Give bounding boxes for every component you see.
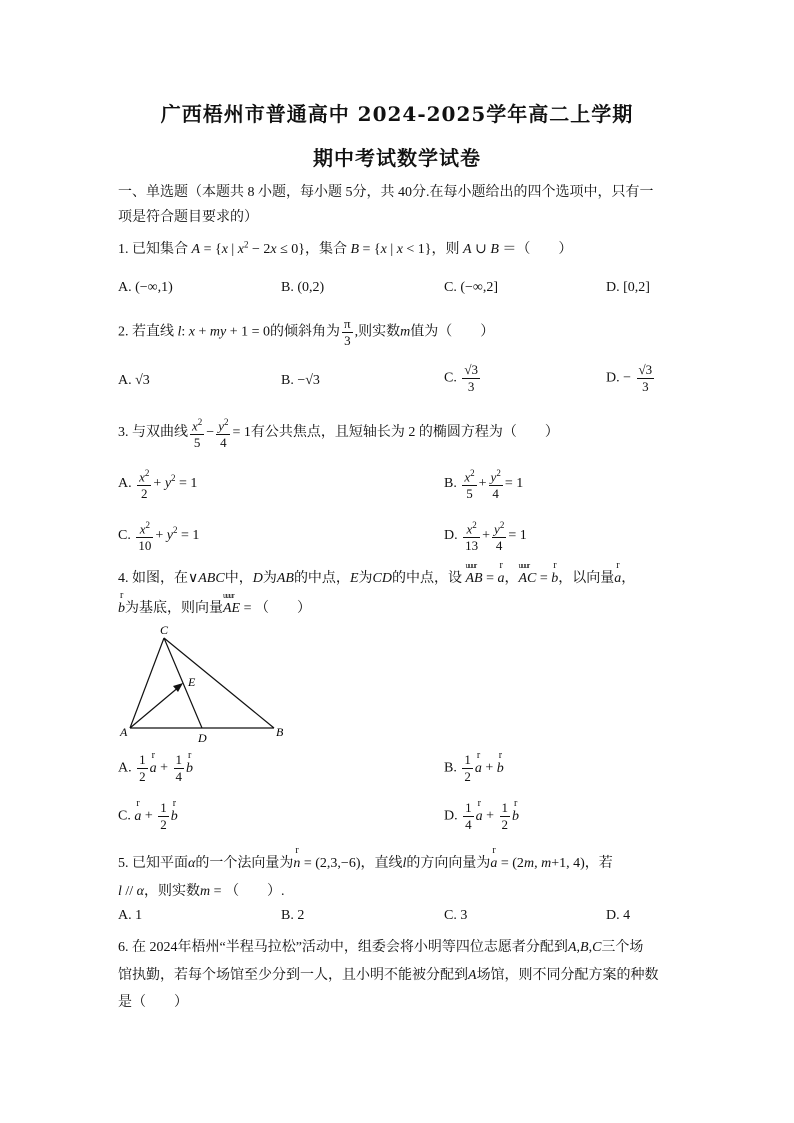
question-6-stem-line2: 馆执勤，若每个场馆至少分到一人，且小明不能被分配到A场馆，则不同分配方案的种数	[118, 968, 659, 983]
q3-option-c[interactable]: C. $\frac{x^2}{10}$ + $y^2 = 1$	[118, 517, 199, 554]
q5-option-a[interactable]: A. 1	[118, 908, 143, 923]
q2-option-a[interactable]: A. √3	[118, 373, 150, 388]
q2-option-d[interactable]: D. − $\frac{√3}{3}$	[606, 362, 653, 394]
q4-option-a[interactable]: A. $\frac{1}{2}$ r a + $\frac{1}{4}$ r b	[118, 752, 193, 785]
question-4-stem-line2: r b为基底，则向量uuur AE = （ ）	[118, 597, 311, 617]
question-4-stem-line1: 4. 如图，在∨ABC中，D为AB的中点，E为CD的中点，设 uuur AB = r a，uuur AC = r b，以向量r a，	[118, 567, 635, 587]
q1-option-b[interactable]: B. (0,2)	[281, 280, 325, 295]
label-e: E	[188, 675, 196, 689]
q4-option-d[interactable]: D. $\frac{1}{4}$ r a + $\frac{1}{2}$ r b	[444, 800, 519, 833]
label-b: B	[276, 725, 284, 739]
question-6-stem-line1: 6. 在 2024年梧州“半程马拉松”活动中，组委会将小明等四位志愿者分配到A,B,C三个场	[118, 940, 644, 955]
segment-cb	[164, 638, 274, 728]
q3-option-a[interactable]: A. $\frac{x^2}{2}$ + $y^2 = 1$	[118, 465, 197, 502]
question-number: 5.	[118, 856, 129, 871]
q1-option-d[interactable]: D. [0,2]	[606, 280, 650, 295]
q2-option-b[interactable]: B. −√3	[281, 373, 320, 388]
q4-option-b[interactable]: B. $\frac{1}{2}$ r a + r b	[444, 752, 504, 785]
exam-title-line2: 期中考试数学试卷	[313, 146, 481, 170]
exam-title-line1: 广西梧州市普通高中 2024-2025学年高二上学期	[160, 102, 634, 126]
label-a: A	[120, 725, 128, 739]
q5-option-c[interactable]: C. 3	[444, 908, 468, 923]
q5-option-b[interactable]: B. 2	[281, 908, 305, 923]
question-number: 4.	[118, 571, 129, 586]
question-number: 1.	[118, 242, 129, 257]
q3-option-d[interactable]: D. $\frac{x^2}{13}$ + $\frac{y^2}{4}$ = 1	[444, 517, 527, 554]
q5-option-d[interactable]: D. 4	[606, 908, 631, 923]
q2-option-c[interactable]: C. $\frac{√3}{3}$	[444, 362, 478, 394]
question-5-stem-line1: 5. 已知平面α的一个法向量为r n = (2,3,−6)，直线l的方向向量为r a = (2m, m+1, 4)，若	[118, 852, 613, 872]
question-1-stem: 1. 已知集合 A = {x | $x^2 - 2x \le 0$}，集合 B = {x | x < 1}，则 A ∪ B ＝（ ）	[118, 239, 573, 257]
section-heading-line1: 一、单选题（本题共 8 小题，每小题 5分，共 40分.在每小题给出的四个选项中，只有一	[118, 185, 654, 200]
q1-option-c[interactable]: C. (−∞,2]	[444, 280, 499, 295]
question-3-stem: 3. 与双曲线 $\frac{x^2}{5}$ − $\frac{y^2}{4}$ = 1有公共焦点，且短轴长为 2 的椭圆方程为（ ）	[118, 414, 559, 451]
question-2-stem: 2. 若直线 l: x + my + 1 = 0的倾斜角为 $\frac{\pi}{3}$ ,则实数m值为（ ）	[118, 316, 495, 348]
q4-option-c[interactable]: C. r a + $\frac{1}{2}$ r b	[118, 800, 178, 833]
question-number: 6.	[118, 940, 129, 955]
q3-option-b[interactable]: B. $\frac{x^2}{5}$ + $\frac{y^2}{4}$ = 1	[444, 465, 523, 502]
question-6-stem-line3: 是（ ）	[118, 995, 188, 1010]
label-c: C	[160, 623, 169, 637]
question-number: 3.	[118, 424, 129, 440]
q1-option-a[interactable]: A. (−∞,1)	[118, 280, 173, 295]
question-5-stem-line2: l // α，则实数m = （ ）.	[118, 884, 285, 899]
label-d: D	[198, 731, 207, 742]
section-heading-line2: 项是符合题目要求的）	[118, 210, 258, 225]
triangle-diagram	[118, 622, 298, 742]
question-number: 2.	[118, 324, 129, 340]
